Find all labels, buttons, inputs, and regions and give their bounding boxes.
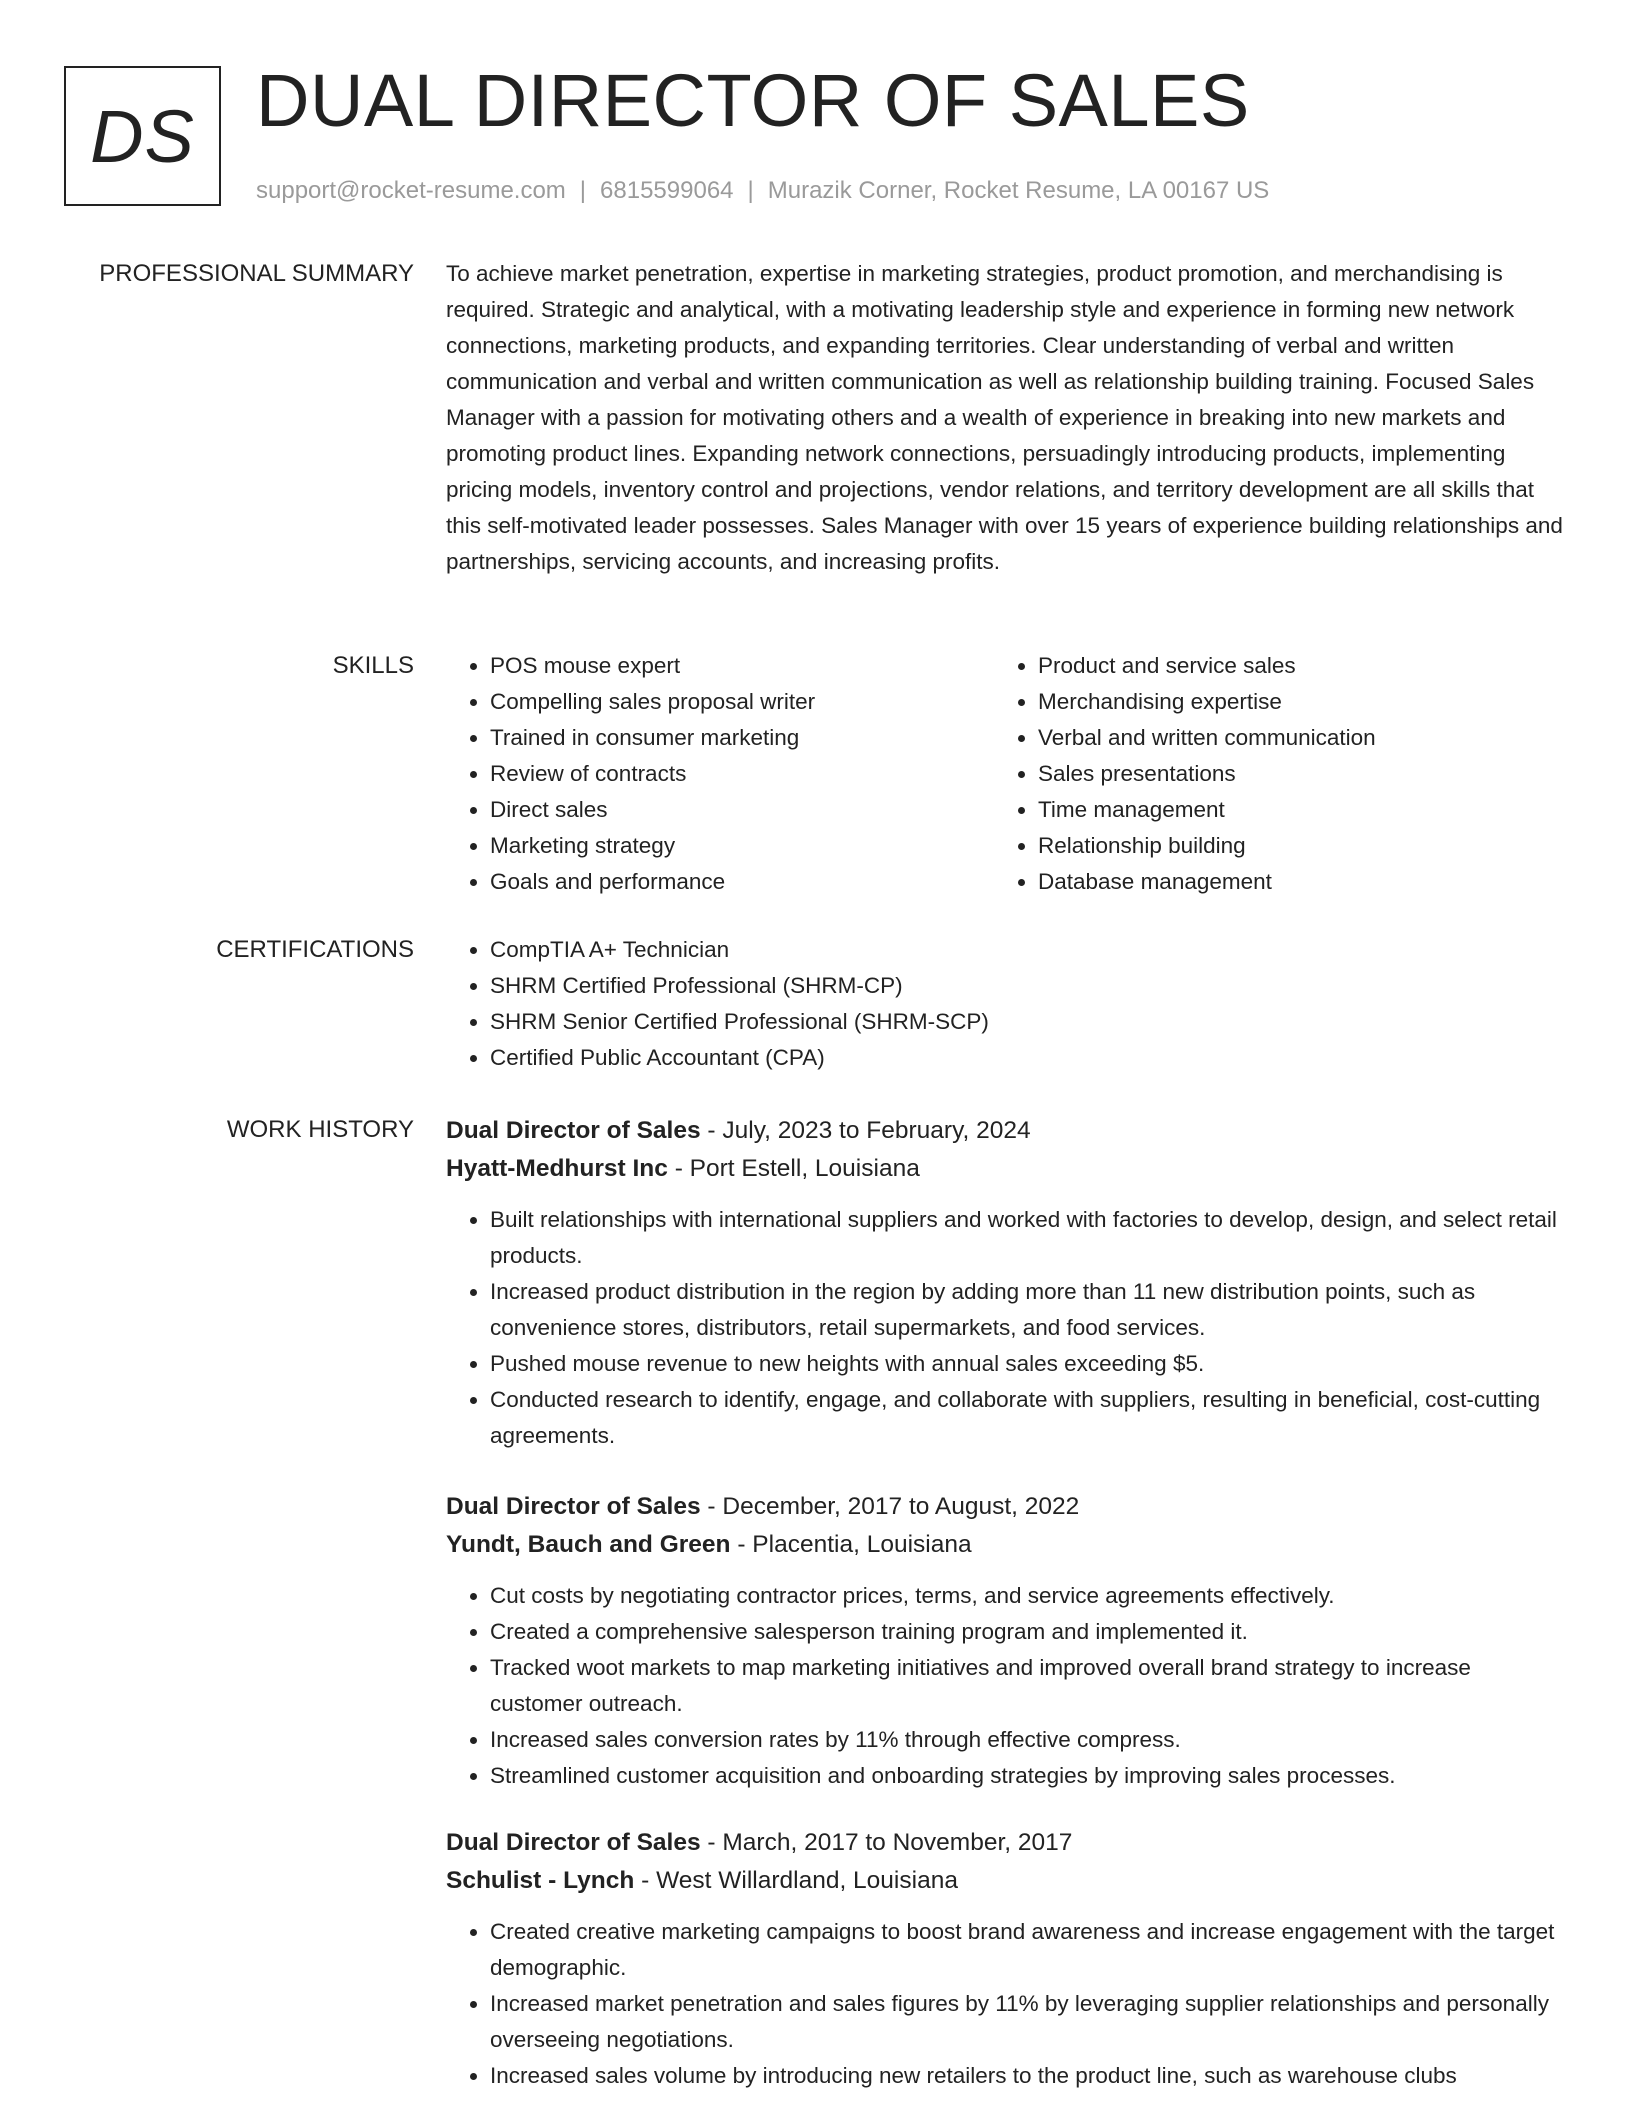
job-role: Dual Director of Sales <box>446 1829 701 1856</box>
skill-item: • Direct sales <box>490 792 994 828</box>
certifications-list <box>446 932 1566 1076</box>
certifications-body <box>446 932 1566 1076</box>
skill-item: • Database management <box>1038 864 1542 900</box>
job-bullet: • Conducted research to identify, engage, and collaborate with suppliers, resulting in beneficial, cost-cutting agreements. <box>490 1382 1566 1454</box>
skill-item: • Product and service sales <box>1038 648 1542 684</box>
job-company: Hyatt-Medhurst Inc <box>446 1155 668 1182</box>
job-bullet: • Increased sales conversion rates by 11% through effective compress. <box>490 1722 1566 1758</box>
skill-item: • POS mouse expert <box>490 648 994 684</box>
skills-column-right <box>994 648 1542 900</box>
summary-body <box>446 256 1566 580</box>
job-title-line <box>446 1824 1566 1862</box>
skills-list-left <box>446 648 994 900</box>
certification-item: • SHRM Senior Certified Professional (SHRM-SCP) <box>490 1004 1566 1040</box>
job-bullets <box>446 1202 1566 1454</box>
skill-item: • Merchandising expertise <box>1038 684 1542 720</box>
job-bullet: • Created creative marketing campaigns to boost brand awareness and increase engagement with the target demographic. <box>490 1914 1566 1986</box>
job-dates: - July, 2023 to February, 2024 <box>700 1117 1031 1144</box>
skill-item: • Verbal and written communication <box>1038 720 1542 756</box>
skill-item: • Trained in consumer marketing <box>490 720 994 756</box>
job-bullet: • Streamlined customer acquisition and onboarding strategies by improving sales processes. <box>490 1758 1566 1794</box>
job-bullet: • Increased product distribution in the region by adding more than 11 new distribution points, such as convenience stores, distributors, retail supermarkets, and food services. <box>490 1274 1566 1346</box>
job-role: Dual Director of Sales <box>446 1117 701 1144</box>
resume-title: DUAL DIRECTOR OF SALES <box>256 59 1250 142</box>
job-company: Schulist - Lynch <box>446 1867 635 1894</box>
section-title-summary: PROFESSIONAL SUMMARY <box>99 260 414 287</box>
job-entry <box>446 1824 1566 2094</box>
job-bullet: • Pushed mouse revenue to new heights with annual sales exceeding $5. <box>490 1346 1566 1382</box>
summary-text: To achieve market penetration, expertise in marketing strategies, product promotion, and merchandising is required. Strategic and analytical, with a motivating leadership style and experience in forming new network connections, marketing products, and expanding territories. Clear understanding of verbal and written communication and verbal and written communication as well as relationship building training. Focused Sales Manager with a passion for motivating others and a wealth of experience in breaking into new markets and promoting product lines. Expanding network connections, persuadingly introducing products, implementing pricing models, inventory control and projections, vendor relations, and territory development are all skills that this self-motivated leader possesses. Sales Manager with over 15 years of experience building relationships and partnerships, servicing accounts, and increasing profits. <box>446 261 1563 574</box>
job-location: - Port Estell, Louisiana <box>667 1155 920 1182</box>
contact-separator: | <box>579 177 587 204</box>
job-bullet: • Tracked woot markets to map marketing initiatives and improved overall brand strategy to increase customer outreach. <box>490 1650 1566 1722</box>
job-bullet: • Increased sales volume by introducing new retailers to the product line, such as warehouse clubs <box>490 2058 1566 2094</box>
job-dates: - March, 2017 to November, 2017 <box>700 1829 1073 1856</box>
skill-item: • Goals and performance <box>490 864 994 900</box>
skill-item: • Time management <box>1038 792 1542 828</box>
job-bullet: • Built relationships with international suppliers and worked with factories to develop, design, and select retail products. <box>490 1202 1566 1274</box>
skills-list-right <box>994 648 1542 900</box>
skill-item: • Marketing strategy <box>490 828 994 864</box>
skills-columns <box>446 648 1566 900</box>
work-history-body <box>446 1112 1566 2114</box>
job-bullet: • Created a comprehensive salesperson training program and implemented it. <box>490 1614 1566 1650</box>
skill-item: • Compelling sales proposal writer <box>490 684 994 720</box>
contact-separator: | <box>747 177 754 204</box>
section-title-skills: SKILLS <box>332 652 414 679</box>
job-company-line <box>446 1862 1566 1900</box>
skills-body <box>446 648 1566 900</box>
email-link[interactable]: support@rocket-resume.com <box>256 177 566 204</box>
job-bullet: • Increased market penetration and sales figures by 11% by leveraging supplier relationships and personally overseeing negotiations. <box>490 1986 1566 2058</box>
job-company-line <box>446 1150 1566 1188</box>
skill-item: • Relationship building <box>1038 828 1542 864</box>
certification-item: • CompTIA A+ Technician <box>490 932 1566 968</box>
job-entry <box>446 1112 1566 1454</box>
section-title-certifications: CERTIFICATIONS <box>216 936 414 963</box>
job-bullets <box>446 1578 1566 1794</box>
certification-item: • Certified Public Accountant (CPA) <box>490 1040 1566 1076</box>
skills-column-left <box>446 648 994 900</box>
section-title-work-history: WORK HISTORY <box>226 1116 414 1143</box>
job-title-line <box>446 1488 1566 1526</box>
skill-item: • Sales presentations <box>1038 756 1542 792</box>
monogram-badge: DS <box>64 66 221 206</box>
contact-line <box>256 174 1269 208</box>
skill-item: • Review of contracts <box>490 756 994 792</box>
job-dates: - December, 2017 to August, 2022 <box>700 1493 1080 1520</box>
job-bullets <box>446 1914 1566 2094</box>
job-company: Yundt, Bauch and Green <box>446 1531 731 1558</box>
job-company-line <box>446 1526 1566 1564</box>
job-role: Dual Director of Sales <box>446 1493 701 1520</box>
job-location: - West Willardland, Louisiana <box>634 1867 958 1894</box>
certification-item: • SHRM Certified Professional (SHRM-CP) <box>490 968 1566 1004</box>
job-bullet: • Cut costs by negotiating contractor prices, terms, and service agreements effectively. <box>490 1578 1566 1614</box>
job-location: - Placentia, Louisiana <box>730 1531 972 1558</box>
job-entry <box>446 1488 1566 1794</box>
phone-number: 6815599064 <box>600 177 734 204</box>
address: Murazik Corner, Rocket Resume, LA 00167 US <box>767 177 1270 204</box>
job-title-line <box>446 1112 1566 1150</box>
